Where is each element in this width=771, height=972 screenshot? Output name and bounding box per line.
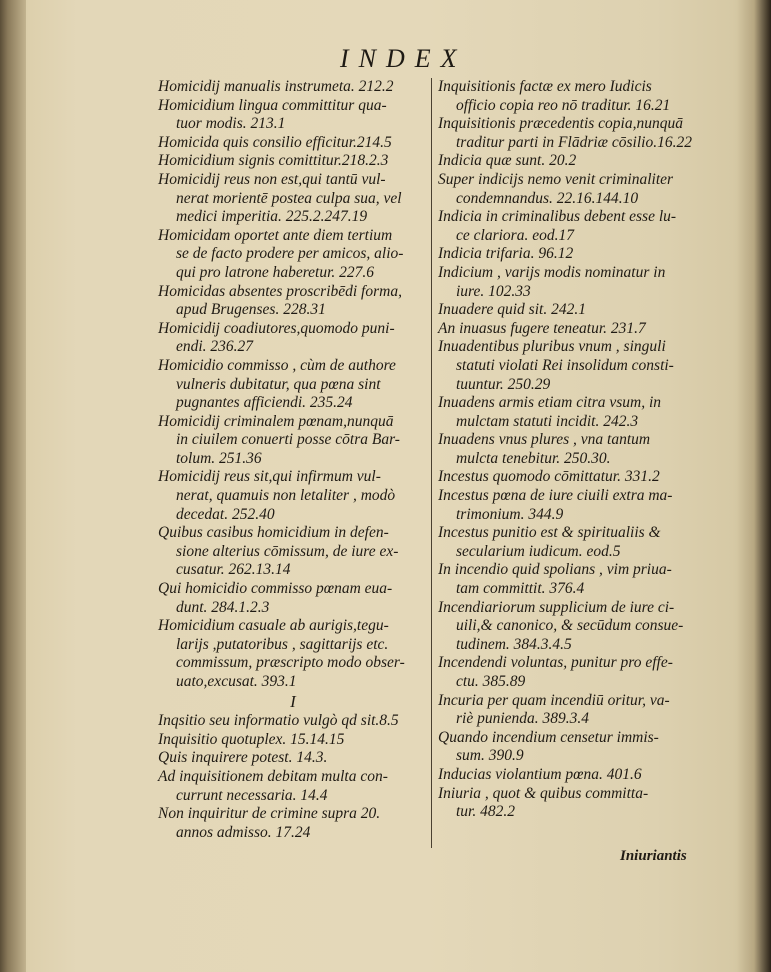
entry-line: Inquisitio quotuplex. 15.14.15 xyxy=(158,730,345,748)
entry-line: tuor modis. 213.1 xyxy=(176,115,286,133)
entry-line: Indicia in criminalibus debent esse lu- xyxy=(438,208,677,226)
entry-line: decedat. 252.40 xyxy=(176,505,275,523)
entry-line: Homicidam oportet ante diem tertium xyxy=(158,226,393,244)
entry-line: endi. 236.27 xyxy=(176,338,254,356)
entry-line: Incendiariorum supplicium de iure ci- xyxy=(438,598,675,616)
index-entry xyxy=(438,394,702,431)
index-entry xyxy=(158,320,428,357)
index-entry xyxy=(438,264,702,301)
index-entry xyxy=(438,152,702,171)
entry-line: Homicidij coadiutores,quomodo puni- xyxy=(158,319,395,337)
entry-line: Qui homicidio commisso pœnam eua- xyxy=(158,580,393,598)
entry-line: pugnantes afficiendi. 235.24 xyxy=(176,394,353,412)
entry-line: sione alterius cōmissum, de iure ex- xyxy=(176,542,399,560)
index-entry xyxy=(158,524,428,580)
index-column-right xyxy=(438,78,702,822)
entry-line: statuti violati Rei insolidum consti- xyxy=(456,356,674,374)
index-entry xyxy=(438,654,702,691)
entry-line: uili,& canonico, & secūdum consue- xyxy=(456,617,684,635)
index-entry xyxy=(158,134,428,153)
index-entry xyxy=(438,766,702,785)
entry-line: Homicidij manualis instrumeta. 212.2 xyxy=(158,78,394,95)
section-letter: I xyxy=(290,691,296,711)
index-entry xyxy=(438,785,702,822)
entry-line: Homicidij criminalem pœnam,nunquā xyxy=(158,412,394,430)
entry-line: Ad inquisitionem debitam multa con- xyxy=(158,767,388,785)
entry-line: Inuadere quid sit. 242.1 xyxy=(438,301,586,319)
index-entry xyxy=(158,768,428,805)
entry-line: Quando incendium censetur immis- xyxy=(438,728,659,746)
entry-line: Incestus quomodo cōmittatur. 331.2 xyxy=(438,468,660,486)
entry-line: Homicidium lingua committitur qua- xyxy=(158,96,387,114)
page-header-index: INDEX xyxy=(340,44,467,73)
index-entry xyxy=(158,731,428,750)
index-entry xyxy=(438,338,702,394)
entry-line: Homicida quis consilio efficitur.214.5 xyxy=(158,133,392,151)
entry-line: Incuria per quam incendiū oritur, va- xyxy=(438,691,670,709)
index-entry xyxy=(158,468,428,524)
index-entry xyxy=(158,805,428,842)
index-entry xyxy=(158,283,428,320)
index-entry xyxy=(158,171,428,227)
entry-line: Homicidio commisso , cùm de authore xyxy=(158,356,396,374)
entry-line: officio copia reo nō traditur. 16.21 xyxy=(456,96,671,114)
entry-line: tam committit. 376.4 xyxy=(456,580,585,598)
entry-line: dunt. 284.1.2.3 xyxy=(176,598,270,616)
entry-line: cusatur. 262.13.14 xyxy=(176,561,291,579)
index-entry xyxy=(158,78,428,97)
index-entry xyxy=(438,487,702,524)
entry-line: vulneris dubitatur, qua pœna sint xyxy=(176,375,381,393)
entry-line: Inuadens armis etiam citra vsum, in xyxy=(438,394,662,412)
entry-line: annos admisso. 17.24 xyxy=(176,823,311,841)
entry-line: tudinem. 384.3.4.5 xyxy=(456,635,572,653)
entry-line: ctu. 385.89 xyxy=(456,673,526,690)
entry-line: tur. 482.2 xyxy=(456,803,515,821)
index-entry xyxy=(158,97,428,134)
entry-line: Incestus punitio est & spiritualiis & xyxy=(438,524,661,542)
binding-shadow xyxy=(0,0,26,972)
index-entry xyxy=(158,749,428,768)
entry-line: Homicidij reus non est,qui tantū vul- xyxy=(158,170,386,188)
entry-line: secularium iudicum. eod.5 xyxy=(456,542,621,560)
entry-line: Quis inquirere potest. 14.3. xyxy=(158,749,328,767)
entry-line: Quibus casibus homicidium in defen- xyxy=(158,524,389,542)
index-entry xyxy=(158,357,428,413)
entry-line: tolum. 251.36 xyxy=(176,449,262,467)
entry-line: traditur parti in Flādriæ cōsilio.16.22 xyxy=(456,133,692,151)
entry-line: larijs ,putatoribus , sagittarijs etc. xyxy=(176,635,389,653)
entry-line: Homicidij reus sit,qui infirmum vul- xyxy=(158,468,381,486)
entry-line: Inuadentibus pluribus vnum , singuli xyxy=(438,338,666,356)
index-entry xyxy=(158,152,428,171)
entry-line: qui pro latrone haberetur. 227.6 xyxy=(176,263,375,281)
catchword: Iniuriantis xyxy=(620,848,687,864)
page-edge-shadow xyxy=(737,0,771,972)
index-entry xyxy=(438,729,702,766)
entry-line: Homicidium signis comittitur.218.2.3 xyxy=(158,152,389,170)
entry-line: Inquisitionis factæ ex mero Iudicis xyxy=(438,78,652,95)
entry-line: apud Brugenses. 228.31 xyxy=(176,301,326,319)
index-entry xyxy=(438,208,702,245)
entry-line: in ciuilem conuerti posse cōtra Bar- xyxy=(176,431,400,449)
entry-line: Homicidas absentes proscribēdi forma, xyxy=(158,282,402,300)
index-entry xyxy=(438,524,702,561)
index-entry xyxy=(158,227,428,283)
entry-line: Homicidium casuale ab aurigis,tegu- xyxy=(158,617,389,635)
index-entry xyxy=(438,78,702,115)
index-column-left xyxy=(158,78,428,842)
index-entry xyxy=(438,171,702,208)
index-entry xyxy=(438,301,702,320)
index-entry xyxy=(438,561,702,598)
entry-line: Indicia trifaria. 96.12 xyxy=(438,245,574,263)
entry-line: trimonium. 344.9 xyxy=(456,505,564,523)
index-entry xyxy=(158,712,428,731)
entry-line: Incestus pœna de iure ciuili extra ma- xyxy=(438,487,673,505)
entry-line: uato,excusat. 393.1 xyxy=(176,673,297,690)
entry-line: Inuadens vnus plures , vna tantum xyxy=(438,431,651,449)
index-entry xyxy=(158,413,428,469)
entry-line: Inquisitionis præcedentis copia,nunquā xyxy=(438,115,683,133)
entry-line: Non inquiritur de crimine supra 20. xyxy=(158,805,381,823)
entry-line: Indicia quæ sunt. 20.2 xyxy=(438,152,577,170)
entry-line: riè punienda. 389.3.4 xyxy=(456,710,590,728)
index-entry xyxy=(158,617,428,691)
entry-line: mulctam statuti incidit. 242.3 xyxy=(456,412,639,430)
entry-line: ce clariora. eod.17 xyxy=(456,226,574,244)
index-entry xyxy=(438,692,702,729)
entry-line: currunt necessaria. 14.4 xyxy=(176,786,328,804)
entry-line: Inqsitio seu informatio vulgò qd sit.8.5 xyxy=(158,712,399,730)
index-entry xyxy=(438,115,702,152)
entry-line: se de facto prodere per amicos, alio- xyxy=(176,245,404,263)
entry-line: nerat morientē postea culpa sua, vel xyxy=(176,189,402,207)
index-entry xyxy=(438,468,702,487)
index-entry xyxy=(438,245,702,264)
entry-line: Super indicijs nemo venit criminaliter xyxy=(438,170,674,188)
index-entry xyxy=(158,580,428,617)
entry-line: sum. 390.9 xyxy=(456,747,524,765)
entry-line: iure. 102.33 xyxy=(456,282,531,300)
entry-line: commissum, præscripto modo obser- xyxy=(176,654,405,672)
entry-line: An inuasus fugere teneatur. 231.7 xyxy=(438,319,646,337)
entry-line: Indicium , varijs modis nominatur in xyxy=(438,263,666,281)
index-entry xyxy=(438,431,702,468)
entry-line: In incendio quid spolians , vim priua- xyxy=(438,561,672,579)
entry-line: tuuntur. 250.29 xyxy=(456,375,551,393)
entry-line: Inducias violantium pœna. 401.6 xyxy=(438,765,642,783)
entry-line: nerat, quamuis non letaliter , modò xyxy=(176,487,396,505)
entry-line: Incendendi voluntas, punitur pro effe- xyxy=(438,654,673,672)
index-entry xyxy=(438,320,702,339)
entry-line: medici imperitia. 225.2.247.19 xyxy=(176,208,368,226)
entry-line: Iniuria , quot & quibus committa- xyxy=(438,784,649,802)
entry-line: mulcta tenebitur. 250.30. xyxy=(456,449,611,467)
column-divider xyxy=(431,78,432,848)
entry-line: condemnandus. 22.16.144.10 xyxy=(456,189,639,207)
index-entry xyxy=(438,599,702,655)
